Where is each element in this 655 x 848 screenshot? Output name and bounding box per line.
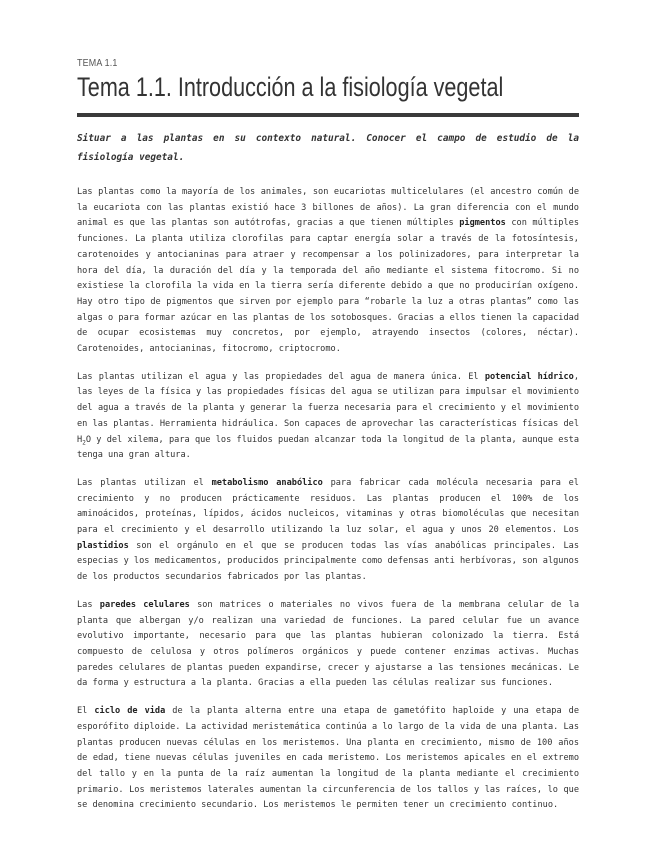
document-body bbox=[77, 129, 579, 826]
paragraph-text: Las plantas como la mayoría de los animales, son eucariotas multicelulares (el ancestro común de la eucariota con las plantas existió hace 3 billones de años). La gran diferencia con el mundo animal es que las plantas son autótrofas, gracias a que tienen múltiples bbox=[77, 187, 579, 229]
keyword-pigmentos: pigmentos bbox=[459, 218, 506, 229]
paragraph-text: O y del xilema, para que los fluidos puedan alcanzar toda la longitud de la planta, aunque esta tenga una gran altura. bbox=[77, 434, 579, 461]
paragraph-text: Las plantas utilizan el bbox=[77, 477, 212, 488]
keyword-paredes-celulares: paredes celulares bbox=[99, 599, 190, 610]
subscript-2: 2 bbox=[82, 439, 86, 447]
title-divider bbox=[77, 113, 579, 117]
page-title: Tema 1.1. Introducción a la fisiología vegetal bbox=[77, 72, 504, 102]
paragraph-metabolismo bbox=[77, 476, 579, 586]
paragraph-pigmentos bbox=[77, 185, 579, 358]
paragraph-text: Las plantas utilizan el agua y las propiedades del agua de manera única. El bbox=[77, 371, 485, 382]
paragraph-paredes-celulares bbox=[77, 598, 579, 692]
keyword-metabolismo-anabolico: metabolismo anabólico bbox=[211, 477, 323, 488]
section-kicker: TEMA 1.1 bbox=[77, 57, 118, 69]
intro-objectives: Situar a las plantas en su contexto natural. Conocer el campo de estudio de la fisiología vegetal. bbox=[77, 133, 579, 163]
paragraph-text: de la planta alterna entre una etapa de gametófito haploide y una etapa de esporófito diploide. La actividad meristemática continúa a lo largo de la vida de una planta. Las plantas producen nuevas células en los meristemos. Una planta en crecimiento, mismo de 100 años de edad, tiene nuevas células juveniles en cada meristemo. Los meristemos apicales en el extremo del tallo y en la punta de la raíz aumentan la longitud de la planta mediante el crecimiento primario. Los meristemos laterales aumentan la circunferencia de los tallos y las raíces, lo que se denomina crecimiento secundario. Los meristemos le permiten tener un crecimiento continuo. bbox=[77, 706, 579, 811]
paragraph-text: son el orgánulo en el que se producen todas las vías anabólicas principales. Las especias y los medicamentos, producidos principalmente como defensas anti herbívoras, son algunos de los productos secundarios fabricados por las plantas. bbox=[77, 540, 579, 583]
keyword-plastidios: plastidios bbox=[77, 540, 129, 551]
paragraph-ciclo-de-vida bbox=[77, 704, 579, 814]
keyword-ciclo-de-vida: ciclo de vida bbox=[94, 706, 166, 717]
paragraph-text: son matrices o materiales no vivos fuera de la membrana celular de la planta que albergan y/o realizan una variedad de funciones. La pared celular fue un avance evolutivo importante, necesario para que las plantas hubieran colonizado la tierra. Está compuesto de celulosa y otros polímeros orgánicos y puede contener enzimas activas. Muchas paredes celulares de plantas pueden expandirse, crecer y ajustarse a las tensiones mecánicas. Le da forma y estructura a la planta. Gracias a ella pueden las células realizar sus funciones. bbox=[77, 599, 580, 689]
paragraph-text: , las leyes de la física y las propiedades físicas del agua se utilizan para impulsar el movimiento del agua a través de la planta y generar la fuerza necesaria para el crecimiento y el movimiento en las plantas. Herramienta hidráulica. Son capaces de aprovechar las características físicas del H bbox=[77, 371, 579, 445]
keyword-potencial-hidrico: potencial hídrico bbox=[484, 371, 574, 382]
paragraph-text: Las bbox=[77, 599, 100, 610]
paragraph-text: para fabricar cada molécula necesaria para el crecimiento y no producen prácticamente residuos. Las plantas producen el 100% de los aminoácidos, proteínas, lípidos, ácidos nucleicos, vitaminas y otras biomoléculas que necesitan para el crecimiento y el desarrollo utilizando la luz solar, el agua y unos 20 elementos. Los bbox=[77, 477, 579, 536]
paragraph-text: El bbox=[77, 706, 95, 717]
paragraph-text: con múltiples funciones. La planta utiliza clorofilas para captar energía solar a través de la fotosíntesis, carotenoides y antocianinas para atraer y recompensar a los polinizadores, para interpretar la hora del día, la duración del día y la temporada del año mediante el sistema fitocromo. Si no existiese la clorofila la vida en la tierra sería diferente debido a que no producirían oxígeno. Hay otro tipo de pigmentos que sirven por ejemplo para “robarle la luz a otras plantas” como las algas o para formar azúcar en las plantas de los sotobosques. Gracias a ellos tienen la capacidad de ocupar ecosistemas muy concretos, por ejemplo, atrayendo insectos (colores, néctar). Carotenoides, antocianinas, fitocromo, criptocromo. bbox=[77, 218, 580, 355]
paragraph-potencial-hidrico bbox=[77, 370, 579, 464]
